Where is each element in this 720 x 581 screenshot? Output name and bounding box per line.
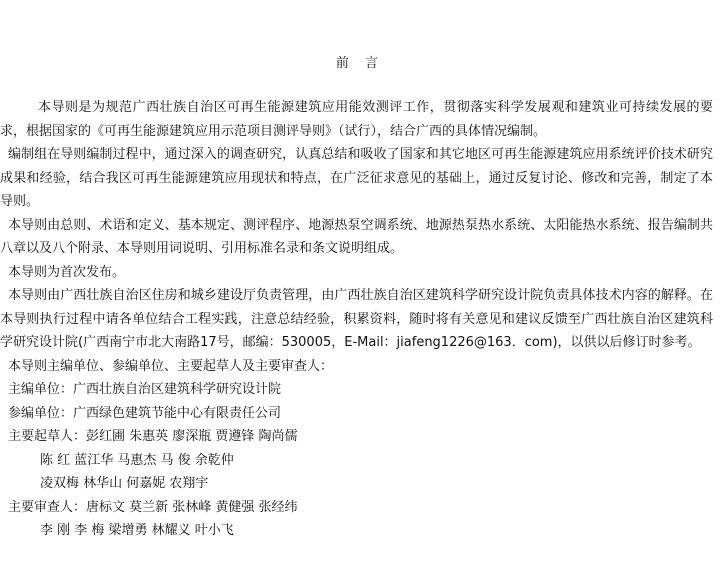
drafters-line: 主要起草人：彭红圃 朱惠英 廖深瓶 贾遵锋 陶尚儒 [8, 429, 298, 444]
drafters-line: 陈 红 蓝江华 马惠杰 马 俊 余乾仲 [40, 452, 234, 468]
paragraph-management: 本导则由广西壮族自治区住房和城乡建设厅负责管理，由广西壮族自治区建筑科学研究设计院负责具体技术内容的解释。在本导则执行过程中请各单位结合工程实践，注意总结经验，积累资料，随时将有关意见和建议反馈至广西壮族自治区建筑科学研究设计院(广西南宁市北大南路17号，邮编：530005，E-Mail：jiafeng1226@163．com)，以供以后修订时参考。 [0, 288, 713, 350]
reviewers-line: 李 刚 李 梅 梁增勇 林耀义 叶小飞 [40, 523, 234, 538]
drafters-line: 凌双梅 林华山 何嘉妮 农翔宇 [40, 476, 209, 491]
page-title: 前 言 [335, 56, 385, 71]
chief-unit: 主编单位：广西壮族自治区建筑科学研究设计院 [8, 382, 282, 397]
document-body [0, 96, 713, 543]
participating-unit: 参编单位：广西绿色建筑节能中心有限责任公司 [8, 405, 282, 421]
paragraph-purpose: 本导则是为规范广西壮族自治区可再生能源建筑应用能效测评工作，贯彻落实科学发展观和建筑业可持续发展的要求，根据国家的《可再生能源建筑应用示范项目测评导则》（试行），结合广西的具体情况编制。 [0, 100, 713, 139]
units-intro: 本导则主编单位、参编单位、主要起草人及主要审查人： [8, 358, 334, 374]
paragraph-first-release: 本导则为首次发布。 [8, 264, 126, 280]
paragraph-contents: 本导则由总则、术语和定义、基本规定、测评程序、地源热泵空调系统、地源热泵热水系统、太阳能热水系统、报告编制共八章以及八个附录、本导则用词说明、引用标准名录和条文说明组成。 [0, 217, 713, 256]
paragraph-drafting-process: 编制组在导则编制过程中，通过深入的调查研究，认真总结和吸收了国家和其它地区可再生能源建筑应用系统评价技术研究成果和经验，结合我区可再生能源建筑应用现状和特点，在广泛征求意见的基础上，通过反复讨论、修改和完善，制定了本导则。 [0, 147, 713, 209]
reviewers-line: 主要审查人：唐标文 莫兰新 张林峰 黄健强 张经纬 [8, 499, 298, 515]
